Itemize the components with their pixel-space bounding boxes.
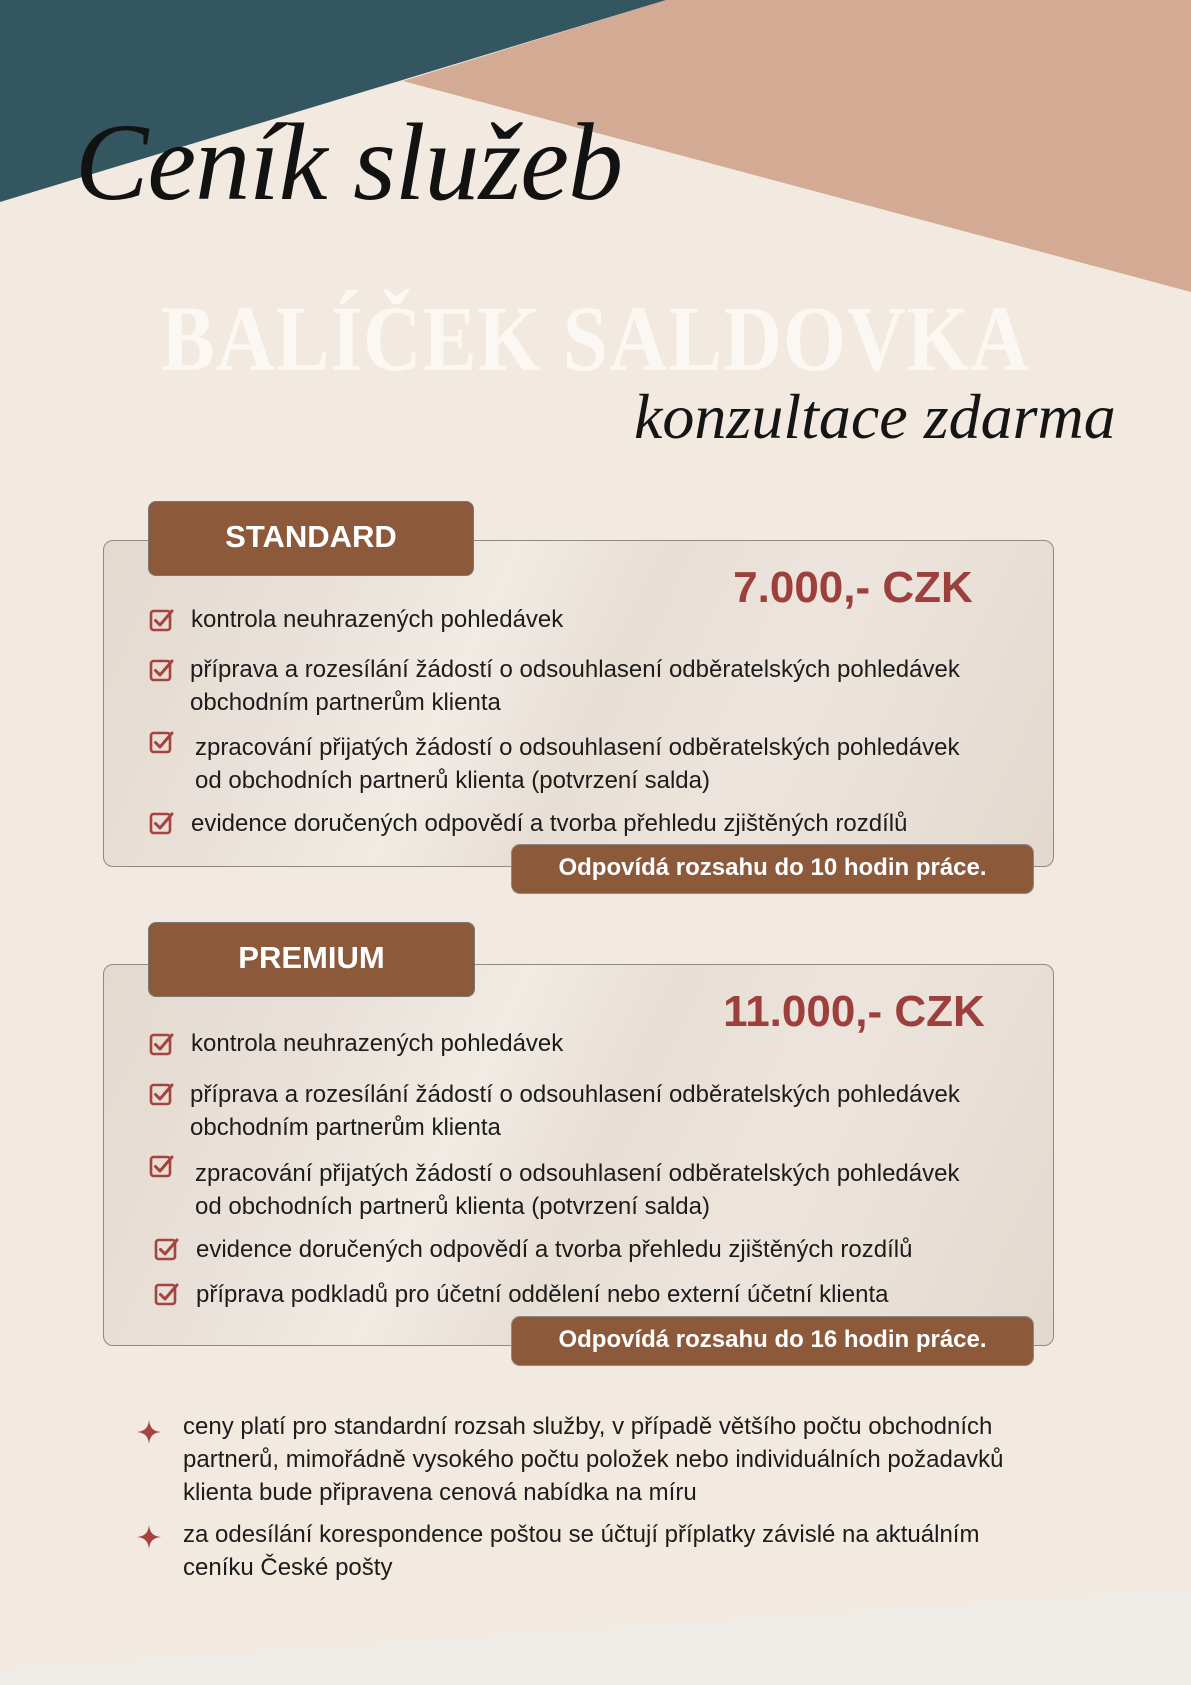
checkbox-check-icon (148, 809, 176, 837)
standard-item (191, 807, 907, 840)
standard-item (191, 603, 563, 636)
item-text: kontrola neuhrazených pohledávek (191, 606, 564, 633)
premium-price: 11.000,- CZK (723, 987, 985, 1036)
checkbox-check-icon (148, 1080, 176, 1108)
postage-note (183, 1518, 979, 1584)
item-text: od obchodních partnerů klienta (potvrzení salda) (195, 767, 710, 794)
pricing-note (183, 1410, 1004, 1509)
page-title: Ceník služeb (75, 101, 623, 223)
item-text: evidence doručených odpovědí a tvorba přehledu zjištěných rozdílů (196, 1236, 913, 1263)
standard-package-tab: STANDARD (148, 501, 474, 576)
checkbox-check-icon (148, 606, 176, 634)
item-text: obchodním partnerům klienta (190, 689, 501, 716)
premium-item (190, 1078, 960, 1144)
premium-item (196, 1233, 912, 1266)
checkbox-check-icon (148, 1152, 176, 1180)
premium-package-tab: PREMIUM (148, 922, 475, 997)
checkbox-check-icon (153, 1235, 181, 1263)
standard-item (195, 731, 959, 797)
four-point-star-icon (137, 1525, 161, 1549)
note-text: partnerů, mimořádně vysokého počtu položek nebo individuálních požadavků (183, 1446, 1004, 1473)
note-text: klienta bude připravena cenová nabídka na míru (183, 1479, 697, 1506)
premium-scope-badge: Odpovídá rozsahu do 16 hodin práce. (511, 1316, 1034, 1366)
package-heading: BALÍČEK SALDOVKA (161, 287, 1030, 391)
note-text: ceny platí pro standardní rozsah služby, v případě většího počtu obchodních (183, 1413, 993, 1440)
standard-scope-badge: Odpovídá rozsahu do 10 hodin práce. (511, 844, 1034, 894)
standard-item (190, 653, 960, 719)
item-text: evidence doručených odpovědí a tvorba přehledu zjištěných rozdílů (191, 810, 908, 837)
note-text: za odesílání korespondence poštou se účtují příplatky závislé na aktuálním (183, 1521, 980, 1548)
bottom-light-band (0, 1589, 1191, 1685)
checkbox-check-icon (148, 656, 176, 684)
item-text: obchodním partnerům klienta (190, 1114, 501, 1141)
item-text: kontrola neuhrazených pohledávek (191, 1030, 564, 1057)
item-text: příprava a rozesílání žádostí o odsouhlasení odběratelských pohledávek (190, 656, 960, 683)
item-text: příprava a rozesílání žádostí o odsouhlasení odběratelských pohledávek (190, 1081, 960, 1108)
item-text: zpracování přijatých žádostí o odsouhlasení odběratelských pohledávek (195, 1160, 960, 1187)
item-text: od obchodních partnerů klienta (potvrzení salda) (195, 1193, 710, 1220)
checkbox-check-icon (153, 1280, 181, 1308)
premium-item (191, 1027, 563, 1060)
premium-item (195, 1157, 959, 1223)
free-consultation-subtitle: konzultace zdarma (634, 381, 1116, 452)
item-text: zpracování přijatých žádostí o odsouhlasení odběratelských pohledávek (195, 734, 960, 761)
checkbox-check-icon (148, 728, 176, 756)
premium-item (196, 1278, 888, 1311)
standard-price: 7.000,- CZK (733, 563, 973, 612)
note-text: ceníku České pošty (183, 1554, 393, 1581)
checkbox-check-icon (148, 1030, 176, 1058)
four-point-star-icon (137, 1420, 161, 1444)
item-text: příprava podkladů pro účetní oddělení nebo externí účetní klienta (196, 1281, 889, 1308)
